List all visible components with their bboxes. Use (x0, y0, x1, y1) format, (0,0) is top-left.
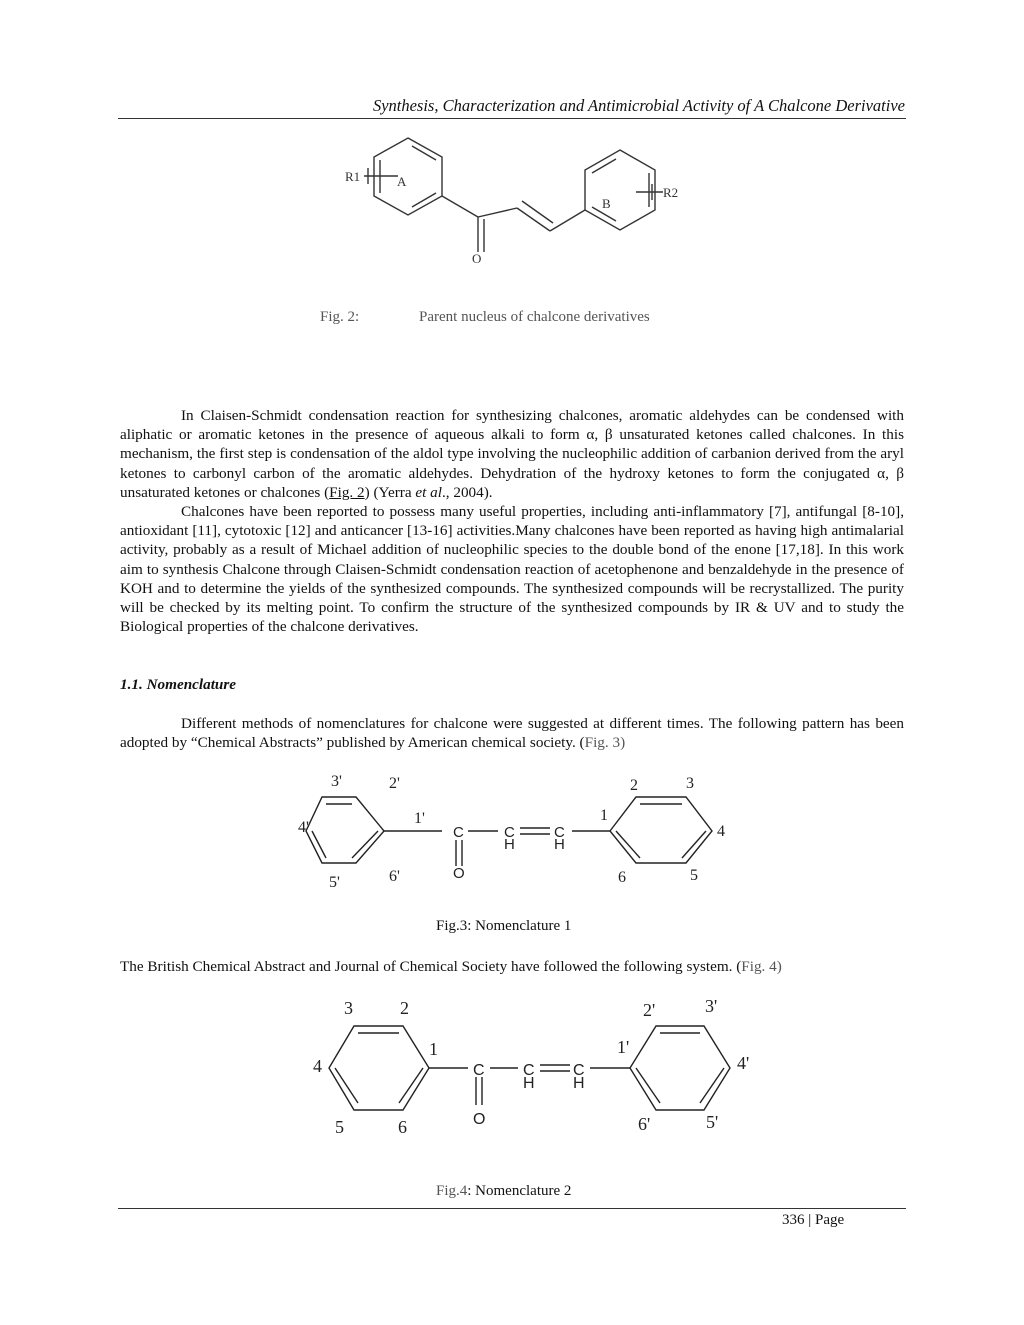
beta-carbon: C (573, 1062, 585, 1079)
nomenclature-2-diagram (0, 990, 1024, 1150)
pos-1: 1 (600, 807, 608, 824)
beta-hydrogen: H (554, 836, 565, 853)
carbonyl-oxygen: O (473, 1111, 486, 1128)
pos-2prime: 2' (389, 775, 400, 792)
alpha-hydrogen: H (504, 836, 515, 853)
page-number: 336 | Page (782, 1212, 845, 1228)
fig-4-reference: Fig. 4 (741, 958, 777, 975)
carbonyl-carbon: C (473, 1062, 485, 1079)
pos-4prime: 4' (737, 1053, 750, 1073)
paragraph-chalcone-properties: Chalcones have been reported to possess many useful properties, including anti-inflammatory [7], antifungal [8-10], antioxidant [11], cytotoxic [12] and anticancer [13-16] activities.Many chalcones have been reported as having high antimalarial activity, probably as a result of Michael addition of nucleophilic species to the double bond of the enone [17,18]. In this work aim to synthesis Chalcone through Claisen-Schmidt condensation reaction of acetophenone and benzaldehyde in the presence of KOH and to determine the yields of the synthesized compounds. The synthesized compounds will be recrystallized. The purity will be checked by its melting point. To confirm the structure of the synthesized compounds by IR & UV and to study the Biological properties of the chalcone derivatives. (120, 503, 904, 636)
figure-2-caption-text: Parent nucleus of chalcone derivatives (419, 309, 650, 325)
beta-hydrogen: H (573, 1075, 585, 1092)
right-ring (610, 797, 712, 863)
pos-6prime: 6' (389, 868, 400, 885)
r2-label: R2 (663, 185, 679, 200)
ring-b (585, 150, 655, 230)
pos-3: 3 (686, 775, 694, 792)
oxygen-label: O (472, 251, 482, 266)
alpha-carbon: C (523, 1062, 535, 1079)
pos-2: 2 (630, 777, 638, 794)
pos-3prime: 3' (331, 773, 342, 790)
pos-6: 6 (618, 869, 626, 886)
paragraph-british-system: The British Chemical Abstract and Journal of Chemical Society have followed the following system. (Fig. 4) (120, 958, 782, 975)
section-heading-nomenclature: 1.1. Nomenclature (120, 676, 237, 693)
beta-carbon: C (554, 824, 565, 841)
figure-3-caption: Fig.3: Nomenclature 1 (436, 918, 572, 934)
nomenclature-1-diagram (0, 760, 1024, 900)
ring-a-label: A (397, 174, 407, 189)
pos-1: 1 (429, 1039, 438, 1059)
fig-3-reference: Fig. 3 (584, 734, 621, 752)
left-ring (306, 797, 384, 863)
pos-5: 5 (690, 867, 698, 884)
right-ring (630, 1026, 730, 1110)
alpha-carbon: C (504, 824, 515, 841)
running-header-title: Synthesis, Characterization and Antimicrobial Activity of A Chalcone Derivative (372, 96, 905, 115)
pos-4prime: 4' (298, 819, 309, 836)
carbonyl-carbon: C (453, 824, 464, 841)
paragraph-claisen-schmidt: In Claisen-Schmidt condensation reaction for synthesizing chalcones, aromatic aldehydes can be condensed with aliphatic or aromatic ketones in the presence of aqueous alkali to form α, β unsaturated ketones called chalcones. In this mechanism, the first step is condensation of the aldol type involving the nucleophilic addition of carbanion derived from the aryl ketones to carbonyl carbon of the aromatic aldehydes. Dehydration of the hydroxy ketones to form the conjugated α, β unsaturated ketones or chalcones (Fig. 2) (Yerra et al., 2004). (120, 407, 904, 501)
figure-2-caption-label: Fig. 2: (320, 309, 360, 325)
pos-2: 2 (400, 998, 409, 1018)
carbonyl-oxygen: O (453, 865, 465, 882)
pos-6prime: 6' (638, 1114, 651, 1134)
pos-5prime: 5' (706, 1112, 719, 1132)
pos-6: 6 (398, 1117, 407, 1137)
pos-1prime: 1' (414, 810, 425, 827)
paragraph-nomenclature-intro: Different methods of nomenclatures for chalcone were suggested at different times. The following pattern has been adopted by “Chemical Abstracts” published by American chemical society. (Fig. 3) (120, 715, 904, 752)
pos-2prime: 2' (643, 1000, 656, 1020)
pos-3prime: 3' (705, 996, 718, 1016)
pos-5: 5 (335, 1117, 344, 1137)
pos-1prime: 1' (617, 1037, 630, 1057)
alpha-hydrogen: H (523, 1075, 535, 1092)
left-ring (329, 1026, 429, 1110)
chalcone-parent-diagram (0, 0, 1024, 300)
body-paragraphs (120, 406, 904, 636)
fig-2-link[interactable]: Fig. 2 (329, 483, 365, 501)
r1-label: R1 (345, 169, 361, 184)
pos-4: 4 (313, 1056, 322, 1076)
pos-3: 3 (344, 998, 353, 1018)
footer-rule (118, 1208, 906, 1209)
pos-5prime: 5' (329, 874, 340, 891)
pos-4: 4 (717, 823, 725, 840)
figure-4-caption: Fig.4: Nomenclature 2 (436, 1183, 572, 1199)
ring-b-label: B (602, 196, 611, 211)
